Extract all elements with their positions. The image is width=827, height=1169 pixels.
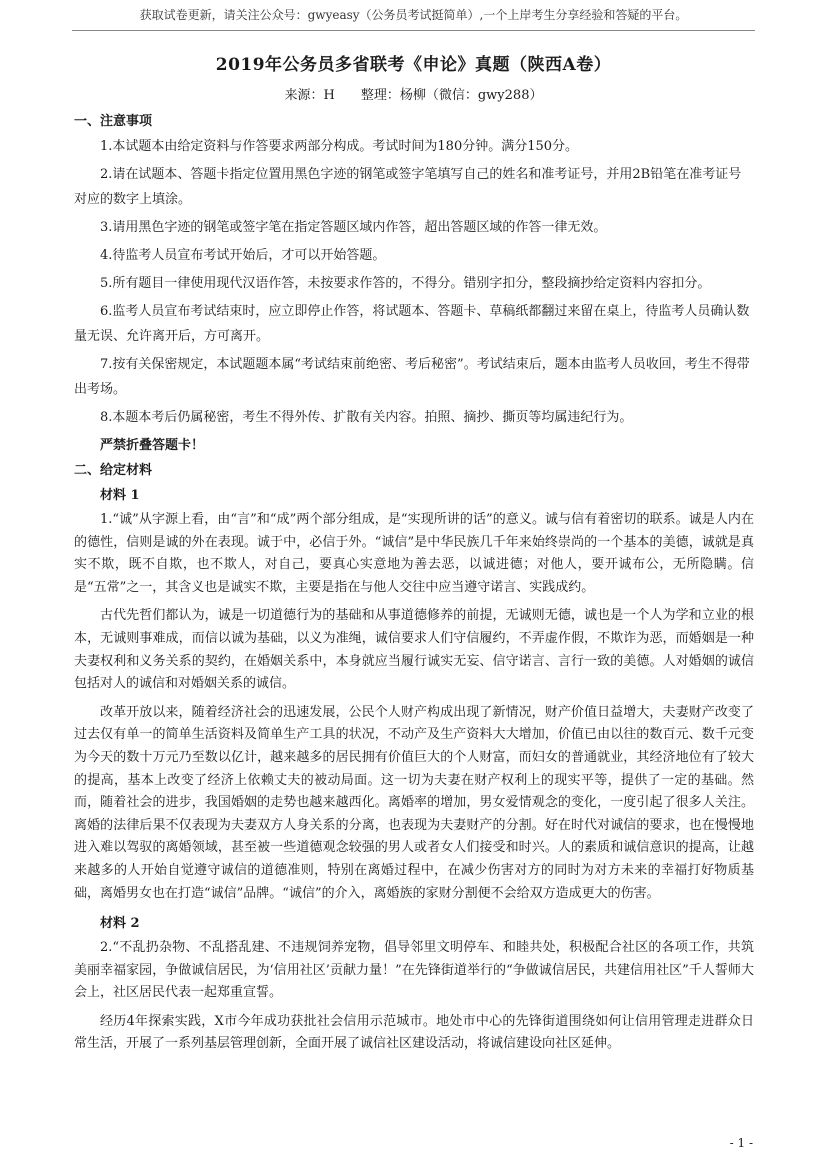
material-2-title: 材料 2 [100,916,140,932]
material-1-title: 材料 1 [100,488,140,503]
document-body [74,108,754,1062]
notice-item: 5.所有题目一律使用现代汉语作答，未按要求作答的，不得分。错别字扣分，整段摘抄给定资料内容扣分。 [100,276,711,291]
notice-item: 1.本试题本由给定资料与作答要求两部分构成。考试时间为180分钟。满分150分。 [100,139,579,154]
notice-item: 6.监考人员宣布考试结束时，应立即停止作答，将试题本、答题卡、草稿纸都翻过来留在桌上，待监考人员确认数量无误、允许离开后，方可离开。 [74,304,750,344]
document-source: 来源：H 整理：杨柳（微信：gwy288） [284,88,543,103]
page-number: - 1 - [729,1136,753,1150]
banner-text: 获取试卷更新，请关注公众号：gwyeasy（公务员考试挺简单）,一个上岸考生分享经验和答疑的平台。 [139,8,688,22]
document-title: 2019年公务员多省联考《申论》真题（陕西A卷） [215,55,612,75]
section-heading-notice: 一、注意事项 [74,114,153,129]
notice-item: 2.请在试题本、答题卡指定位置用黑色字迹的钢笔或签字笔填写自己的姓名和准考证号，并用2B铅笔在准考证号对应的数字上填涂。 [74,167,742,207]
material-paragraph: 古代先哲们都认为，诚是一切道德行为的基础和从事道德修养的前提，无诚则无德，诚也是一个人为学和立业的根本，无诚则事难成，而信以诚为基础，以义为准绳，诚信要求人们守信履约，不弄虚作假，不欺诈为恶，而婚姻是一种夫妻权利和义务关系的契约，在婚姻关系中，本身就应当履行诚实无妄、信守诺言、言行一致的美德。人对婚姻的诚信包括对人的诚信和对婚姻关系的诚信。 [74,608,754,692]
notice-item: 3.请用黑色字迹的钢笔或签字笔在指定答题区域内作答，超出答题区域的作答一律无效。 [100,220,607,235]
material-paragraph: 改革开放以来，随着经济社会的迅速发展，公民个人财产构成出现了新情况，财产价值日益增大，夫妻财产改变了过去仅有单一的简单生活资料及简单生产工具的状况，不动产及生产资料大大增加，价值已由以往的数百元、数千元变为今天的数十万元乃至数以亿计，越来越多的居民拥有价值巨大的个人财富，而妇女的普通就业，其经济地位有了较大的提高，基本上改变了经济上依赖丈夫的被动局面。这一切为夫妻在财产权利上的现实平等，提供了一定的基础。然而，随着社会的进步，我国婚姻的走势也越来越西化。离婚率的增加，男女爱情观念的变化，一度引起了很多人关注。离婚的法律后果不仅表现为夫妻双方人身关系的分离，也表现为夫妻财产的分割。好在时代对诚信的要求，也在慢慢地进入难以驾驭的离婚领域，甚至被一些道德观念较强的男人或者女人们接受和时兴。人的素质和诚信意识的提高，让越来越多的人开始自觉遵守诚信的道德准则，特别在离婚过程中，在减少伤害对方的同时为对方未来的幸福打好物质基础，离婚男女也在打造“诚信”品牌。“诚信”的介入，离婚族的家财分割便不会给双方造成更大的伤害。 [74,704,754,901]
warning-text: 严禁折叠答题卡！ [100,438,205,453]
material-paragraph: 经历4年探索实践，X市今年成功获批社会信用示范城市。地处市中心的先锋街道围绕如何让信用管理走进群众日常生活，开展了一系列基层管理创新，全面开展了诚信社区建设活动，将诚信建设向社区延伸。 [74,1013,754,1052]
top-banner [72,0,755,31]
notice-item: 7.按有关保密规定，本试题题本属“考试结束前绝密、考后秘密”。考试结束后，题本由监考人员收回，考生不得带出考场。 [74,357,750,397]
notice-item: 8.本题本考后仍属秘密，考生不得外传、扩散有关内容。拍照、摘抄、撕页等均属违纪行为。 [100,410,633,425]
notice-item: 4.待监考人员宣布考试开始后，才可以开始答题。 [100,248,386,263]
material-paragraph: 2.“不乱扔杂物、不乱搭乱建、不违规饲养宠物，倡导邻里文明停车、和睦共处，积极配合社区的各项工作，共筑美丽幸福家园，争做诚信居民，为‘信用社区’贡献力量！”在先锋街道举行的“争做诚信居民，共建信用社区”千人誓师大会上，社区居民代表一起郑重宣誓。 [74,940,754,1001]
material-paragraph: 1.“诚”从字源上看，由“言”和“成”两个部分组成，是“实现所讲的话”的意义。诚与信有着密切的联系。诚是人内在的德性，信则是诚的外在表现。诚于中，必信于外。“诚信”是中华民族几千年来始终崇尚的一个基本的美德，诚就是真实不欺，既不自欺，也不欺人，对自己，要真心实意地为善去恶，以诚进德；对他人，要开诚布公，无所隐瞒。信是“五常”之一，其含义也是诚实不欺，主要是指在与他人交往中应当遵守诺言、实践成约。 [74,512,754,595]
section-heading-materials: 二、给定材料 [74,463,153,478]
